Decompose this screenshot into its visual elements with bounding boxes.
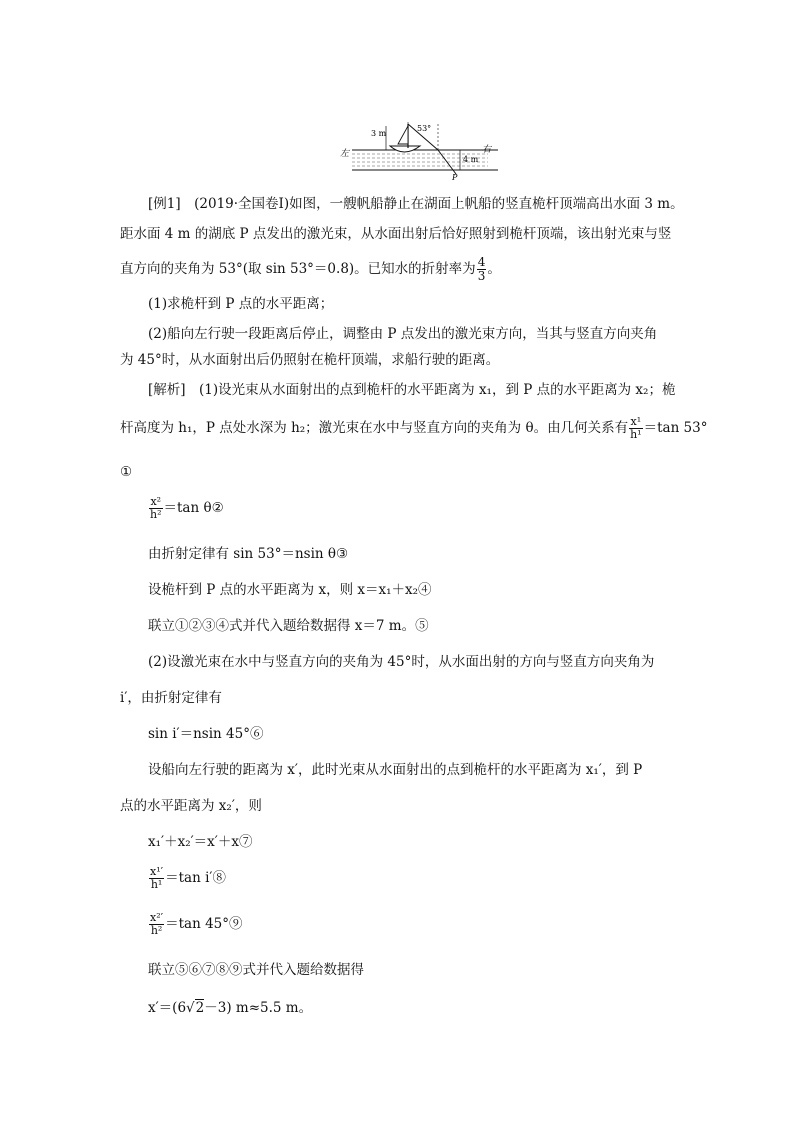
label-right: 右	[482, 145, 492, 155]
problem-line-3	[120, 256, 794, 283]
question-1: (1)求桅杆到 P 点的水平距离；	[148, 296, 334, 312]
problem-line-1: [例1] (2019·全国卷Ⅰ)如图，一艘帆船静止在湖面上帆船的竖直桅杆顶端高出水面 3 m。	[148, 196, 684, 212]
equation-5: 联立①②③④式并代入题给数据得 x＝7 m。⑤	[148, 618, 429, 634]
label-4m: 4 m	[463, 155, 479, 164]
fraction-x2-h2	[149, 496, 163, 521]
question-2-line-2: 为 45°时，从水面射出后仍照射在桅杆顶端，求船行驶的距离。	[120, 352, 500, 368]
boat-laser-diagram	[338, 118, 508, 182]
part-2-line-2: i′，由折射定律有	[120, 690, 222, 706]
question-2-line-1: (2)船向左行驶一段距离后停止，调整由 P 点发出的激光束方向，当其与竖直方向夹角	[148, 326, 658, 342]
equation-2	[148, 496, 794, 521]
equation-marker-1: ①	[120, 464, 133, 480]
sail	[398, 126, 408, 144]
final-answer-left: x′＝(6	[148, 1000, 187, 1016]
equation-9	[148, 912, 794, 937]
fraction-x2p-h2	[149, 912, 164, 937]
label-3m: 3 m	[371, 129, 387, 138]
fraction-numerator: 4	[477, 255, 486, 269]
fraction-numerator: x²	[150, 495, 162, 508]
problem-line-3-end: 。	[487, 261, 501, 277]
equation-2-rhs: ＝tan θ②	[163, 500, 224, 516]
equation-8-rhs: ＝tan i′⑧	[165, 870, 226, 886]
equation-7: x₁′＋x₂′＝x′＋x⑦	[148, 834, 253, 850]
problem-line-3-text: 直方向的夹角为 53°(取 sin 53°＝0.8)。已知水的折射率为	[120, 261, 476, 277]
problem-line-2: 距水面 4 m 的湖底 P 点发出的激光束，从水面出射后恰好照射到桅杆顶端，该出射光束与竖	[120, 226, 672, 242]
sqrt-radicand: 2	[195, 1000, 205, 1016]
label-53: 53°	[417, 124, 432, 133]
equation-9-rhs: ＝tan 45°⑨	[165, 916, 243, 932]
label-left: 左	[340, 149, 350, 159]
fraction-denominator: h²	[150, 508, 162, 521]
solution-line-2	[120, 416, 794, 441]
equation-4: 设桅杆到 P 点的水平距离为 x，则 x＝x₁＋x₂④	[148, 582, 432, 598]
fraction-denominator: h¹	[150, 878, 163, 891]
equation-3: 由折射定律有 sin 53°＝nsin θ③	[148, 546, 349, 562]
part-3-line-2: 点的水平距离为 x₂′，则	[120, 798, 262, 814]
label-P: P	[452, 173, 458, 182]
equation-6: sin i′＝nsin 45°⑥	[148, 726, 264, 742]
part-2-line-1: (2)设激光束在水中与竖直方向的夹角为 45°时，从水面出射的方向与竖直方向夹角为	[148, 654, 655, 670]
fraction-x1p-h1	[149, 866, 164, 891]
fraction-numerator: x¹	[630, 415, 642, 428]
equation-tan53: ＝tan 53°	[643, 420, 708, 436]
fraction-denominator: 3	[477, 269, 486, 283]
fraction-x1-h1	[629, 416, 643, 441]
fraction-denominator: h²	[150, 924, 163, 937]
part-3-line-1: 设船向左行驶的距离为 x′，此时光束从水面射出的点到桅杆的水平距离为 x₁′，到 P	[148, 762, 643, 778]
fraction-numerator: x²′	[150, 911, 164, 924]
solution-line-2-text: 杆高度为 h₁，P 点处水深为 h₂；激光束在水中与竖直方向的夹角为 θ。由几何关系有	[120, 420, 629, 436]
refractive-index-fraction	[477, 256, 487, 283]
equation-10: 联立⑤⑥⑦⑧⑨式并代入题给数据得	[148, 962, 364, 978]
fraction-denominator: h¹	[630, 428, 642, 441]
solution-line-1: [解析] (1)设光束从水面射出的点到桅杆的水平距离为 x₁，到 P 点的水平距离为 x₂；桅	[148, 382, 676, 398]
boat-hull	[390, 146, 420, 152]
final-answer: x′＝(6√2－3) m≈5.5 m。	[148, 1000, 313, 1016]
final-answer-right: －3) m≈5.5 m。	[204, 1000, 313, 1016]
equation-8	[148, 866, 794, 891]
fraction-numerator: x¹′	[150, 865, 164, 878]
